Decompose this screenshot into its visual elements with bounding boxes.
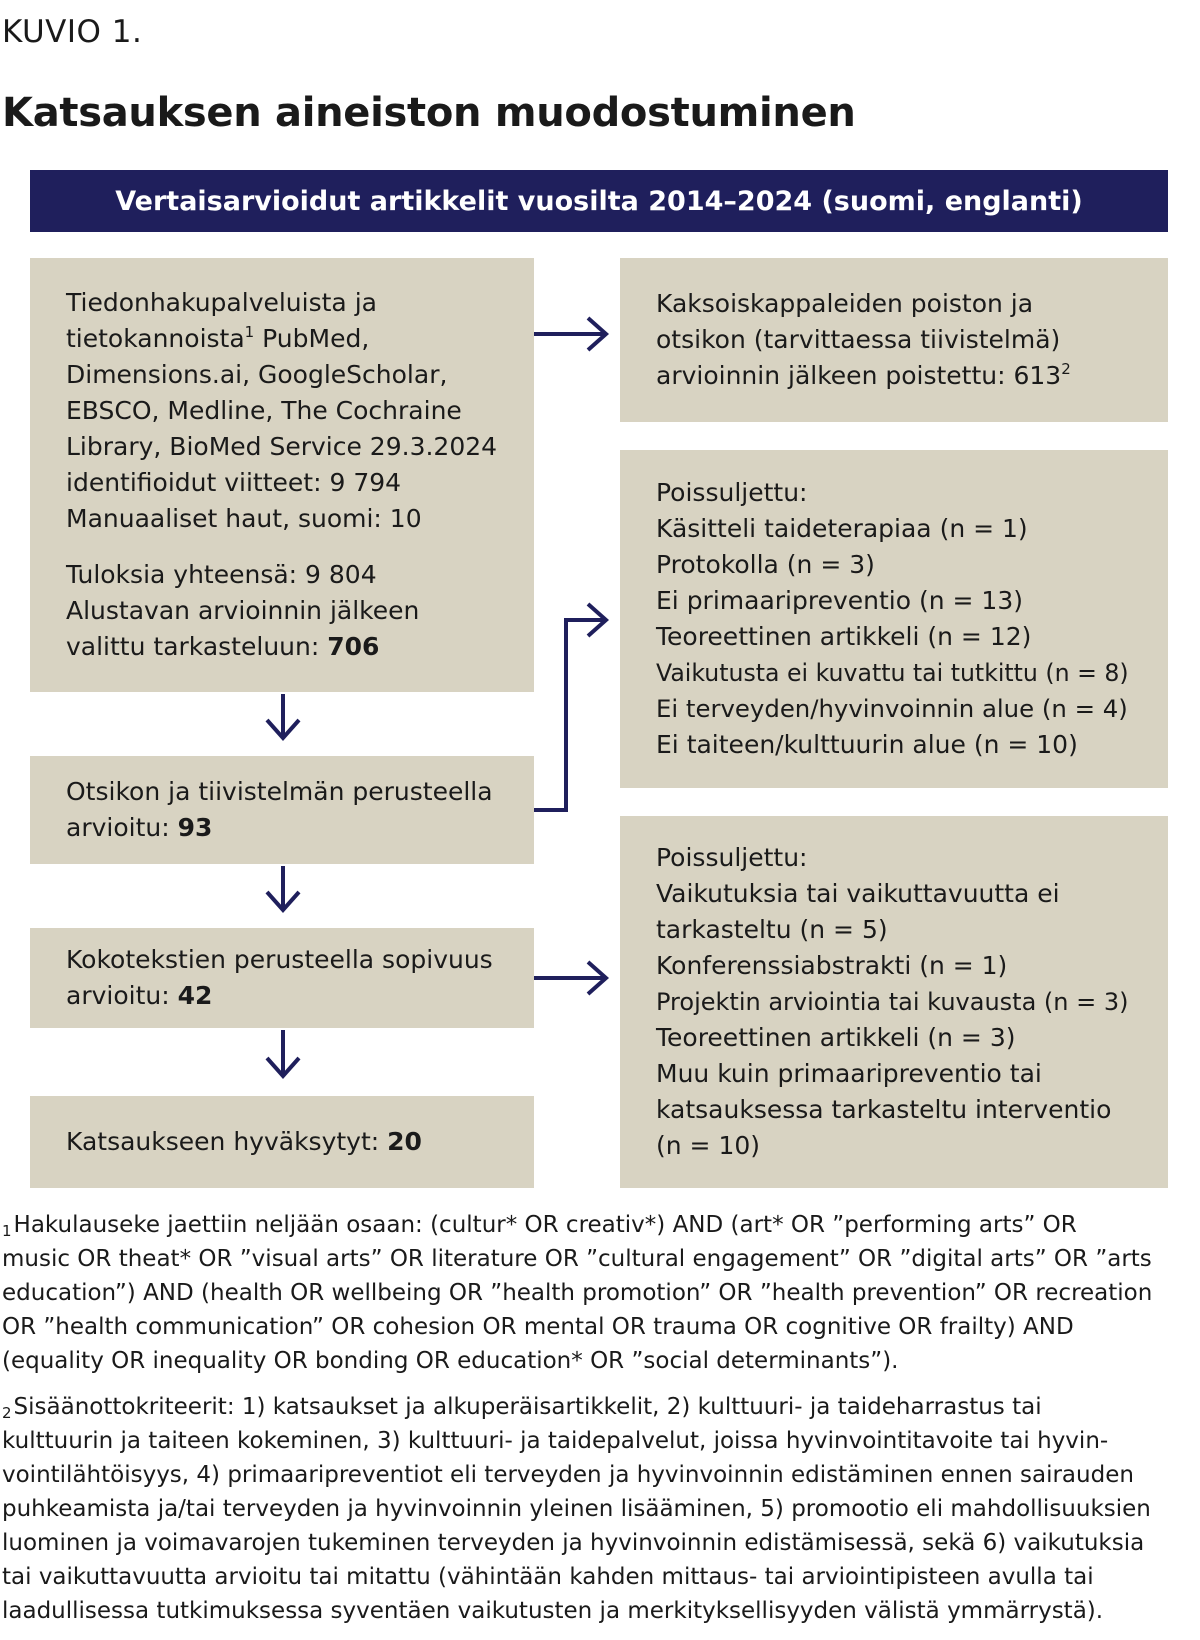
box-line: Poissuljettu: xyxy=(656,843,808,872)
results-line: Tuloksia yhteensä: 9 804 xyxy=(66,560,377,589)
assessed-count: 93 xyxy=(177,813,213,842)
footnote-ref: 2 xyxy=(1061,360,1071,378)
box-line: arvioinnin jälkeen poistettu: $613^2$ xyxy=(656,360,1071,390)
footnote-number: 1 xyxy=(2,1222,12,1240)
search-line: identifioidut viitteet: 9 794 xyxy=(66,468,402,497)
accepted-count: 20 xyxy=(387,1127,422,1156)
box-line: tarkasteltu (n = 5) xyxy=(656,915,888,944)
page-title: Katsauksen aineiston muodostuminen xyxy=(2,90,856,136)
results-line: Alustavan arvioinnin jälkeen xyxy=(66,596,420,625)
box-line: arvioitu: 93 xyxy=(66,813,213,842)
box-line: Projektin arviointia tai kuvausta (n = 3) xyxy=(656,988,1129,1016)
box-line: Vaikutusta ei kuvattu tai tutkittu (n = 8) xyxy=(656,659,1129,687)
box-line: Poissuljettu: xyxy=(656,478,808,507)
footnote-ref: 1 xyxy=(244,323,255,341)
arrow-down-icon xyxy=(267,1030,299,1076)
arrow-right-icon xyxy=(534,962,606,994)
box-line: (n = 10) xyxy=(656,1131,761,1160)
box-line: Katsaukseen hyväksytyt: 20 xyxy=(66,1127,422,1156)
box-line: Teoreettinen artikkeli (n = 12) xyxy=(656,622,1032,651)
selected-count: 706 xyxy=(327,632,380,661)
box-line: Kokotekstien perusteella sopivuus xyxy=(66,945,493,974)
search-line: Dimensions.ai, GoogleScholar, xyxy=(66,360,448,389)
search-line: Manuaaliset haut, suomi: 10 xyxy=(66,504,422,533)
figure-label: KUVIO 1. xyxy=(2,14,143,50)
box-line: Käsitteli taideterapiaa (n = 1) xyxy=(656,514,1028,543)
search-line: Library, BioMed Service 29.3.2024 xyxy=(66,432,498,461)
arrow-down-icon xyxy=(267,866,299,910)
arrow-right-icon xyxy=(534,318,606,350)
box-line: otsikon (tarvittaessa tiivistelmä) xyxy=(656,325,1061,354)
box-line: Vaikutuksia tai vaikuttavuutta ei xyxy=(656,879,1060,908)
box-line: Ei taiteen/kulttuurin alue (n = 10) xyxy=(656,730,1078,759)
arrow-right-icon xyxy=(534,604,606,810)
box-line: Ei terveyden/hyvinvoinnin alue (n = 4) xyxy=(656,694,1128,723)
box-line: Otsikon ja tiivistelmän perusteella xyxy=(66,777,493,806)
box-line: Muu kuin primaaripreventio tai xyxy=(656,1059,1042,1088)
search-line: Tiedonhakupalveluista ja xyxy=(66,288,377,317)
footnote-2: $^2$Sisäänottokriteerit: 1) katsaukset ja alkuperäisartikkelit, 2) kulttuuri- ja taideharrastus tai kulttuurin ja taiteen kokeminen, 3) kulttuuri- ja taidepalvelut, joissa hyvinvointitavoite tai hyvin- vointilähtöisyys, 4) primaaripreventiot eli terveyden ja hyvinvoinnin edistäminen ennen sairauden puhkeamista ja/tai terveyden ja hyvinvoinnin yleinen lisääminen, 5) promootio eli mahdollisuuksien luominen ja voimavarojen tukeminen terveyden ja hyvinvoinnin edistämisessä, sekä 6) vaikutuksia tai vaikuttavuutta arvioitu tai mitattu (vähintään kahden mittaus- tai arviointipisteen avulla tai laadullisessa tutkimuksessa syventäen vaikutusten ja merkityksellisyyden välistä ymmärrystä). xyxy=(2,1394,1151,1624)
box-line: Protokolla (n = 3) xyxy=(656,550,875,579)
footnote-number: 2 xyxy=(2,1404,12,1422)
box-line: Ei primaaripreventio (n = 13) xyxy=(656,586,1023,615)
box-line: Konferenssiabstrakti (n = 1) xyxy=(656,951,1008,980)
search-line: EBSCO, Medline, The Cochraine xyxy=(66,396,462,425)
box-line: Teoreettinen artikkeli (n = 3) xyxy=(656,1023,1016,1052)
search-line: tietokannoista$^1$ PubMed, xyxy=(66,323,370,353)
box-line: Kaksoiskappaleiden poiston ja xyxy=(656,289,1034,318)
fulltext-count: 42 xyxy=(177,981,213,1010)
selected-line: valittu tarkasteluun: 706 xyxy=(66,632,380,661)
box-line: katsauksessa tarkasteltu interventio xyxy=(656,1095,1112,1124)
arrow-down-icon xyxy=(267,694,299,738)
header-text: Vertaisarvioidut artikkelit vuosilta 2014–2024 (suomi, englanti) xyxy=(115,185,1083,217)
footnote-1: $^1$Hakulauseke jaettiin neljään osaan: (cultur* OR creativ*) AND (art* OR ”performing arts” OR music OR theat* OR ”visual arts” OR literature OR ”cultural engagement” OR ”digital arts” OR ”arts education”) AND (health OR wellbeing OR ”health promotion” OR ”health prevention” OR recreation OR ”health communication” OR cohesion OR mental OR trauma OR cognitive OR frailty) AND (equality OR inequality OR bonding OR education* OR ”social determinants”). xyxy=(2,1212,1153,1374)
box-line: arvioitu: 42 xyxy=(66,981,213,1010)
footnotes xyxy=(2,1208,1198,1640)
